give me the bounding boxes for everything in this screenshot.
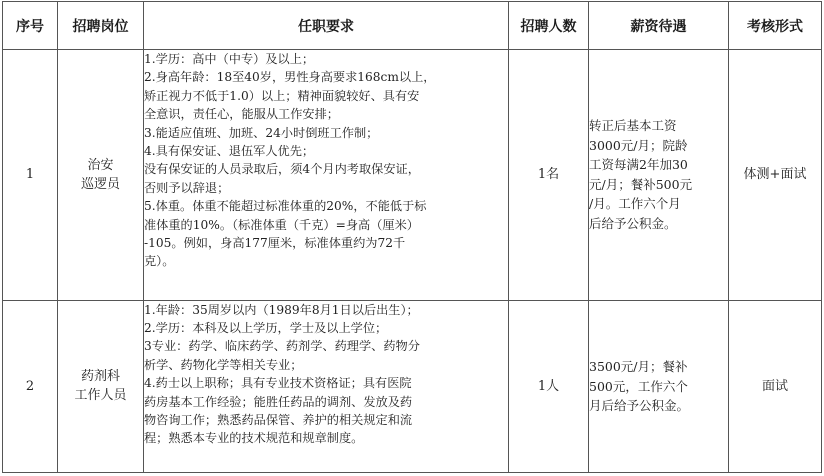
row-exam: 体测+面试 xyxy=(729,50,822,301)
position-line: 巡逻员 xyxy=(80,176,120,192)
requirement-line: 矫正视力不低于1.0）以上；精神面貌较好、具有安 xyxy=(144,88,420,103)
salary-line: 500元，工作六个 xyxy=(589,378,688,394)
salary-line: /月。工作六个月 xyxy=(589,196,681,212)
row-salary xyxy=(589,300,729,472)
row-count: 1名 xyxy=(509,50,589,301)
position-line: 治安 xyxy=(87,157,114,173)
row-requirements xyxy=(144,300,509,472)
requirement-line: 析学、药物化学等相关专业； xyxy=(144,357,303,372)
requirement-line: 1.年龄：35周岁以内（1989年8月1日以后出生）； xyxy=(144,302,419,317)
requirement-line: 1.学历：高中（中专）及以上； xyxy=(144,52,315,66)
header-salary: 薪资待遇 xyxy=(589,2,729,50)
salary-line: 3500元/月；餐补 xyxy=(589,359,688,375)
position-line: 药剂科 xyxy=(80,369,120,385)
requirement-line: 程；熟悉本专业的技术规范和规章制度。 xyxy=(144,431,364,446)
row-position xyxy=(58,300,144,472)
header-row xyxy=(3,2,822,50)
requirement-line: 克）。 xyxy=(144,254,175,269)
requirement-line: 3专业：药学、临床药学、药剂学、药理学、药物分 xyxy=(144,339,420,354)
salary-line: 月后给予公积金。 xyxy=(589,398,690,414)
requirement-line: 全意识，责任心，能服从工作安排； xyxy=(144,107,339,122)
salary-line: 3000元/月；院龄 xyxy=(589,137,688,153)
position-line: 工作人员 xyxy=(74,388,127,404)
header-exam: 考核形式 xyxy=(729,2,822,50)
salary-line: 工资每满2年加30 xyxy=(589,157,688,173)
salary-line: 元/月；餐补500元 xyxy=(589,176,693,192)
salary-line: 转正后基本工资 xyxy=(589,118,677,134)
row-position xyxy=(58,50,144,301)
row-seq: 1 xyxy=(3,50,58,301)
requirement-line: 2.学历：本科及以上学历，学士及以上学位； xyxy=(144,320,388,335)
requirement-line: -105。例如，身高177厘米，标准体重约为72千 xyxy=(144,236,406,251)
row-count: 1人 xyxy=(509,300,589,472)
row-salary xyxy=(589,50,729,301)
header-seq: 序号 xyxy=(3,2,58,50)
requirement-line: 否则予以辞退； xyxy=(144,180,230,195)
recruitment-table xyxy=(2,1,822,473)
header-position: 招聘岗位 xyxy=(58,2,144,50)
requirement-line: 5.体重。体重不能超过标准体重的20%，不能低于标 xyxy=(144,199,427,214)
header-requirements: 任职要求 xyxy=(144,2,509,50)
requirement-line: 物咨询工作；熟悉药品保管、养护的相关规定和流 xyxy=(144,413,413,428)
row-exam: 面试 xyxy=(729,300,822,472)
requirement-line: 4.具有保安证、退伍军人优先； xyxy=(144,144,315,159)
requirement-line: 准体重的10%。（标准体重（千克）=身高（厘米） xyxy=(144,217,419,232)
requirement-line: 药房基本工作经验；能胜任药品的调剂、发放及药 xyxy=(144,394,413,409)
table-row xyxy=(3,50,822,301)
salary-line: 后给予公积金。 xyxy=(589,215,677,231)
row-seq: 2 xyxy=(3,300,58,472)
table-row xyxy=(3,300,822,472)
requirement-line: 2.身高年龄：18至40岁，男性身高要求168cm以上， xyxy=(144,70,436,85)
requirement-line: 3.能适应值班、加班、24小时倒班工作制； xyxy=(144,125,379,140)
requirement-line: 4.药士以上职称；具有专业技术资格证；具有医院 xyxy=(144,376,412,391)
requirement-line: 没有保安证的人员录取后，须4个月内考取保安证， xyxy=(144,162,420,177)
row-requirements xyxy=(144,50,509,301)
header-count: 招聘人数 xyxy=(509,2,589,50)
